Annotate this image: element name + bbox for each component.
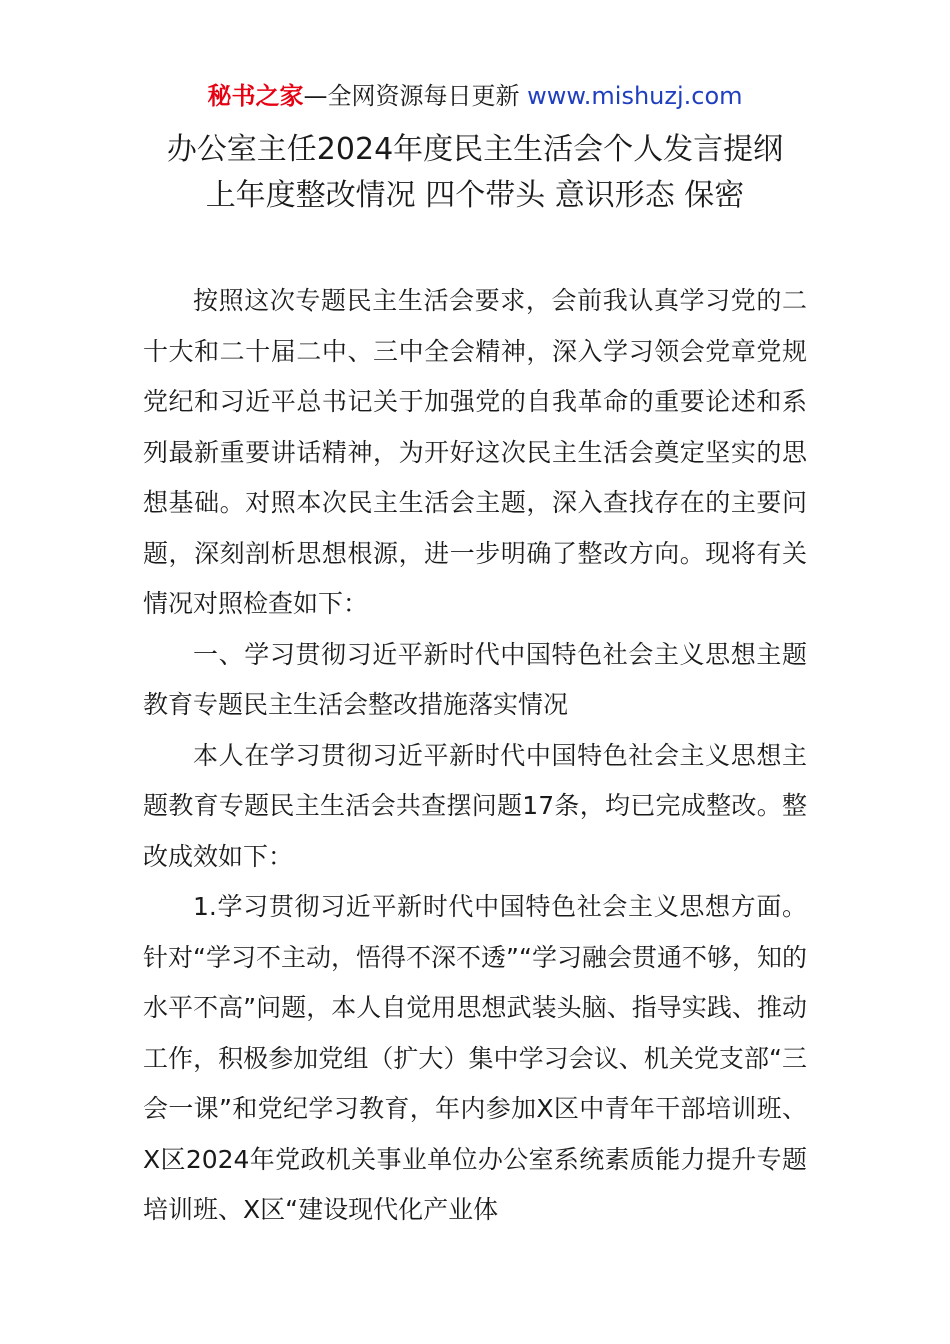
site-link[interactable]: www.mishuzj.com xyxy=(527,82,743,110)
body-paragraph-intro: 按照这次专题民主生活会要求，会前我认真学习党的二十大和二十届二中、三中全会精神，深入学习领会党章党规党纪和习近平总书记关于加强党的自我革命的重要论述和系列最新重要讲话精神，为开好这次民主生活会奠定坚实的思想基础。对照本次民主生活会主题，深入查找存在的主要问题，深刻剖析思想根源，进一步明确了整改方向。现将有关情况对照检查如下： xyxy=(143,286,807,618)
document-body xyxy=(143,276,807,1236)
document-title: 办公室主任2024年度民主生活会个人发言提纲 xyxy=(166,132,784,167)
brand-name: 秘书之家 xyxy=(207,82,304,110)
section-heading-1: 一、学习贯彻习近平新时代中国特色社会主义思想主题教育专题民主生活会整改措施落实情况 xyxy=(143,639,807,719)
header-tagline: —全网资源每日更新 xyxy=(303,82,528,110)
document-subtitle: 上年度整改情况 四个带头 意识形态 保密 xyxy=(205,178,745,213)
body-paragraph-item-1: 1.学习贯彻习近平新时代中国特色社会主义思想方面。针对“学习不主动，悟得不深不透”“学习融会贯通不够，知的水平不高”问题，本人自觉用思想武装头脑、指导实践、推动工作，积极参加党组（扩大）集中学习会议、机关党支部“三会一课”和党纪学习教育，年内参加X区中青年干部培训班、X区2024年党政机关事业单位办公室系统素质能力提升专题培训班、X区“建设现代化产业体 xyxy=(143,892,807,1224)
body-paragraph-summary: 本人在学习贯彻习近平新时代中国特色社会主义思想主题教育专题民主生活会共查摆问题17条，均已完成整改。整改成效如下： xyxy=(143,740,807,871)
site-header xyxy=(0,78,950,114)
